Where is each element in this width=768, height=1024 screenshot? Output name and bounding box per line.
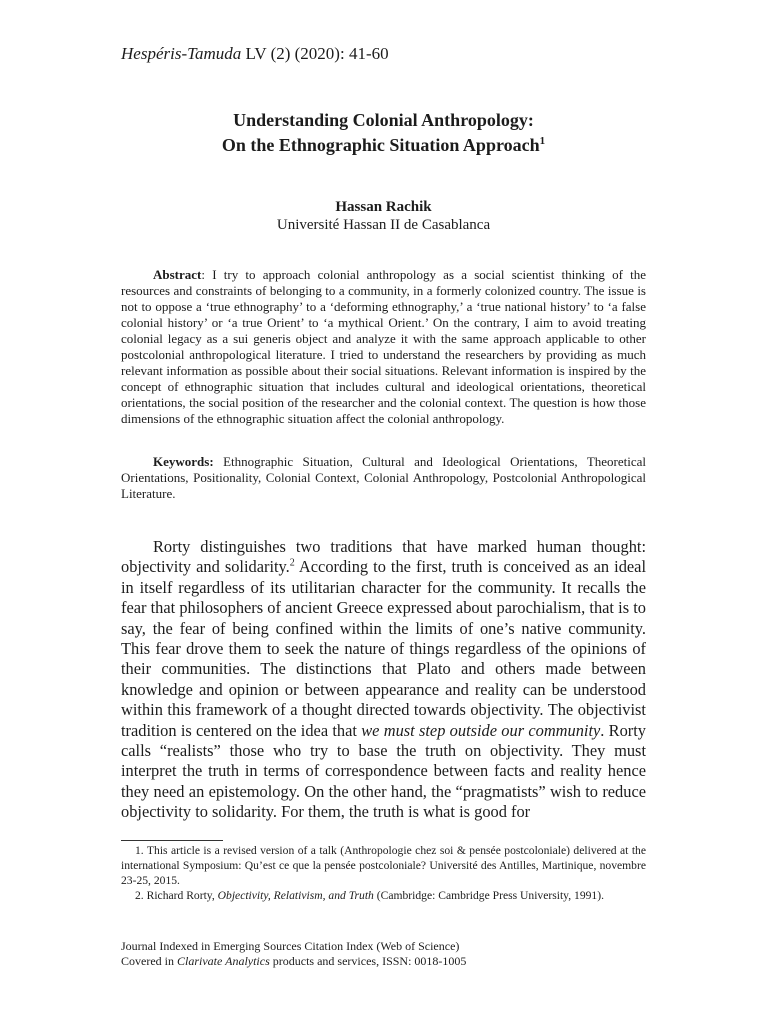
footnotes — [121, 843, 646, 903]
body-text-1: Rorty distinguishes two traditions that have marked human thought: objectivity and solidarity. — [121, 537, 646, 577]
keywords-label: Keywords: — [153, 454, 214, 469]
author-name: Hassan Rachik — [335, 199, 432, 215]
footer-line-2-pre: Covered in — [121, 954, 177, 968]
abstract-text: : I try to approach colonial anthropology as a social scientist thinking of the resources and constraints of belonging to a community, in a formerly colonized country. The issue is not to oppose a ‘true ethnography’ to a ‘deforming ethnography,’ a ‘true national history’ to ‘a false colonial history’ or ‘a true Orient’ to ‘a mythical Orient.’ On the contrary, I aim to avoid treating colonial legacy as a sui generis object and analyze it with the same approach applicable to other postcolonial anthropological literature. I tried to understand the researchers by providing as much relevant information as possible about their social situations. Relevant information is inspired by the concept of ethnographic situation that includes cultural and ideological orientations, theoretical orientations, the social position of the researcher and the colonial context. The question is how those dimensions of the ethnographic situation affect the colonial anthropology. — [121, 267, 646, 426]
footer-line-2-em: Clarivate Analytics — [177, 954, 270, 968]
body-emphasis: we must step outside our community — [361, 720, 601, 740]
journal-citation: LV (2) (2020): 41-60 — [241, 44, 389, 63]
keywords — [121, 454, 646, 502]
keywords-text: Ethnographic Situation, Cultural and Ideological Orientations, Theoretical Orientations, Positionality, Colonial Context, Colonial Anthropology, Postcolonial Anthropological Literature. — [121, 454, 646, 501]
footer-line-2-post: products and services, ISSN: 0018-1005 — [269, 954, 467, 968]
footnote-2 — [121, 888, 646, 903]
running-head — [121, 44, 389, 64]
body-text-2: According to the first, truth is conceived as an ideal in itself regardless of its utilitarian character for the community. It recalls the fear that philosophers of ancient Greece expressed about parochialism, that is to say, the fear of being confined within the limits of one’s native community. This fear drove them to seek the nature of things regardless of the opinions of their communities. The distinctions that Plato and others made between knowledge and opinion or between appearance and reality can be understood within this framework of a thought directed towards objectivity. The objectivist tradition is centered on the idea that — [121, 557, 646, 740]
title-line-2 — [121, 133, 646, 158]
body-footnote-ref[interactable]: 2 — [289, 557, 295, 569]
title-line-1: Understanding Colonial Anthropology: — [233, 110, 534, 130]
title-line-2-text: On the Ethnographic Situation Approach — [221, 135, 540, 155]
footnote-2-title: Objectivity, Relativism, and Truth — [217, 889, 374, 902]
footnote-divider — [121, 840, 223, 841]
footnote-2-post: (Cambridge: Cambridge Press University, 1991). — [373, 889, 604, 902]
footer-line-2 — [121, 954, 466, 969]
footer-line-1: Journal Indexed in Emerging Sources Citation Index (Web of Science) — [121, 939, 460, 953]
footnote-1: 1. This article is a revised version of a talk (Anthropologie chez soi & pensée postcoloniale) delivered at the international Symposium: Qu’est ce que la pensée postcoloniale? Université des Antilles, Martinique, novembre 23-25, 2015. — [121, 844, 646, 887]
journal-name: Hespéris-Tamuda — [121, 44, 242, 63]
abstract-label: Abstract — [153, 267, 202, 282]
abstract — [121, 267, 646, 427]
journal-footer — [121, 939, 466, 969]
body-text-3: . Rorty calls “realists” those who try to base the truth on objectivity. They must interpret the truth in terms of correspondence between facts and reality hence they need an epistemology. On the other hand, the “pragmatists” wish to reduce objectivity to solidarity. For them, the truth is what is good for — [121, 720, 646, 822]
article-title — [121, 108, 646, 158]
footnote-2-pre: 2. Richard Rorty, — [135, 889, 218, 902]
author-affiliation: Université Hassan II de Casablanca — [276, 217, 491, 233]
body-paragraph — [121, 537, 646, 823]
title-footnote-ref[interactable]: 1 — [539, 135, 546, 147]
